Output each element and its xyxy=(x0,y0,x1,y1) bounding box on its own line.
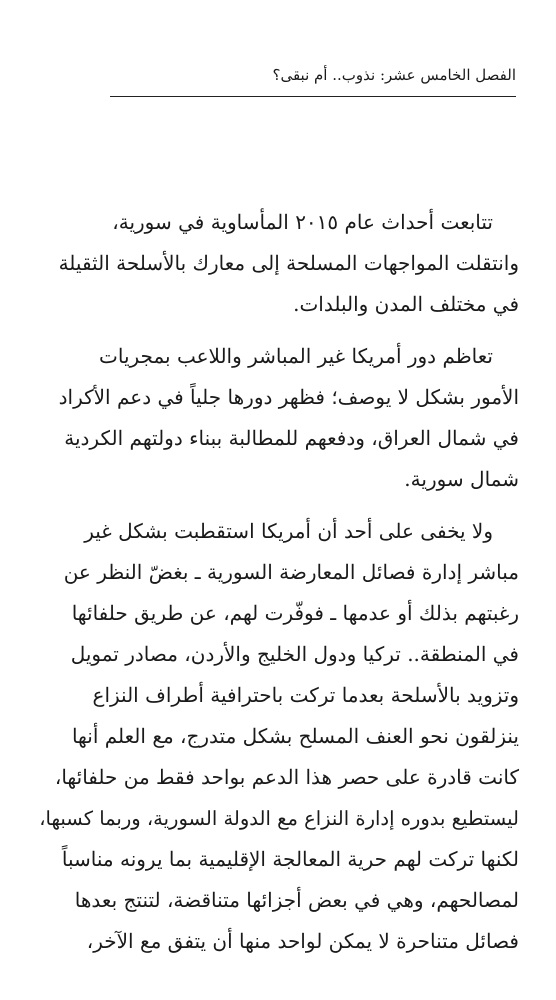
text-line: فصائل متناحرة لا يمكن لواحد منها أن يتفق مع الآخر، xyxy=(86,929,519,953)
text-line: في مختلف المدن والبلدات. xyxy=(293,292,519,316)
text-line: رغبتهم بذلك أو عدمها ـ فوفّرت لهم، عن طريق حلفائها xyxy=(71,601,519,625)
text-line: ينزلقون نحو العنف المسلح بشكل متدرج، مع العلم أنها xyxy=(71,724,519,748)
header-rule xyxy=(110,96,516,97)
text-line: ولا يخفى على أحد أن أمريكا استقطبت بشكل غير xyxy=(84,519,493,543)
text-line: تتابعت أحداث عام ٢٠١٥ المأساوية في سورية، xyxy=(112,210,493,234)
paragraph xyxy=(35,202,519,325)
text-line: مباشر إدارة فصائل المعارضة السورية ـ بغضّ النظر عن xyxy=(63,560,519,584)
paragraph xyxy=(35,511,519,962)
body-text xyxy=(35,202,519,973)
text-line: كانت قادرة على حصر هذا الدعم بواحد فقط من حلفائها، xyxy=(54,765,519,789)
text-line: الأمور بشكل لا يوصف؛ فظهر دورها جلياً في دعم الأكراد xyxy=(58,385,519,409)
text-line: وانتقلت المواجهات المسلحة إلى معارك بالأسلحة الثقيلة xyxy=(58,251,519,275)
text-line: ليستطيع بدوره إدارة النزاع مع الدولة السورية، وربما كسبها، xyxy=(39,807,519,830)
text-line: شمال سورية. xyxy=(404,467,519,491)
text-line: وتزويد بالأسلحة بعدما تركت باحترافية أطراف النزاع xyxy=(92,683,519,707)
running-header: الفصل الخامس عشر: نذوب.. أم نبقى؟ xyxy=(272,66,516,84)
text-line: لمصالحهم، وهي في بعض أجزائها متناقضة، لتنتج بعدها xyxy=(74,888,519,912)
text-line: في المنطقة.. تركيا ودول الخليج والأردن، مصادر تمويل xyxy=(70,642,519,666)
text-line: تعاظم دور أمريكا غير المباشر واللاعب بمجريات xyxy=(99,344,493,368)
text-line: لكنها تركت لهم حرية المعالجة الإقليمية بما يرونه مناسباً xyxy=(61,847,519,871)
text-line: في شمال العراق، ودفعهم للمطالبة ببناء دولتهم الكردية xyxy=(64,426,519,450)
paragraph xyxy=(35,336,519,500)
